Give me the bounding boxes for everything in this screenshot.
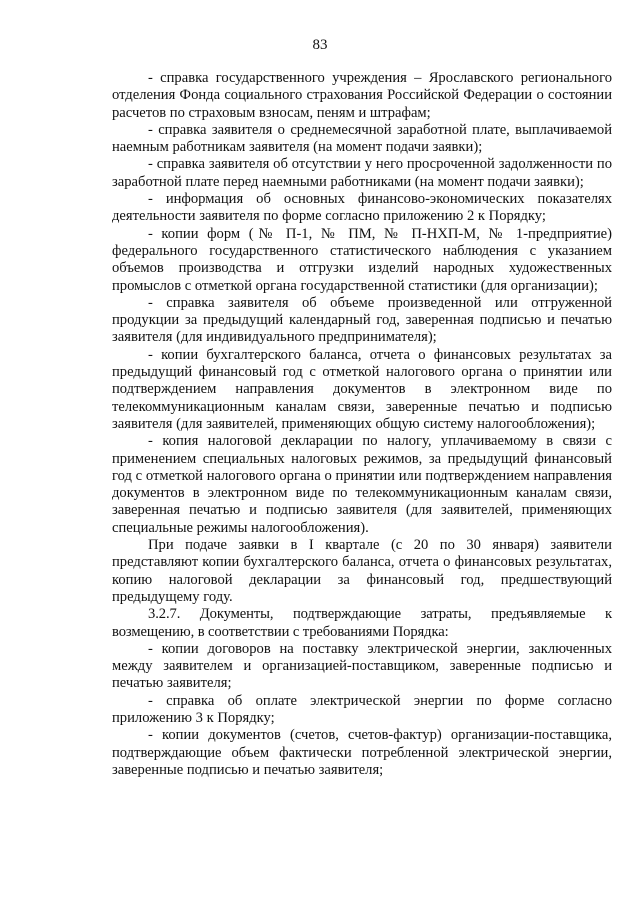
paragraph-supplier-invoices: - копии документов (счетов, счетов-фактур) организации-поставщика, подтверждающие объем фактически потребленной электрической энергии, заверенные подписью и печатью заявителя; (112, 727, 612, 778)
paragraph-average-salary-certificate: - справка заявителя о среднемесячной заработной плате, выплачиваемой наемным работникам заявителя (на момент подачи заявки); (112, 121, 612, 156)
paragraph-tax-declaration-copy: - копия налоговой декларации по налогу, уплачиваемому в связи с применением специальных налоговых режимов, за предыдущий финансовый год с отметкой налогового органа о принятии или подтверждением направления документов в электронном виде по телекоммуникационным каналам связи, заверенная печатью и подписью заявителя (для заявителей, применяющих специальные режимы налогообложения). (112, 433, 612, 536)
paragraph-no-wage-arrears-certificate: - справка заявителя об отсутствии у него просроченной задолженности по заработной плате перед наемными работниками (на момент подачи заявки); (112, 156, 612, 190)
paragraph-section-3-2-7: 3.2.7. Документы, подтверждающие затраты, предъявляемые к возмещению, в соответствии с требованиями Порядка: (112, 606, 612, 640)
paragraph-statistical-forms-copies: - копии форм (№ П-1, № ПМ, № П-НХП-М, № 1-предприятие) федерального государственного статистического наблюдения с указанием объемов производства и отгрузки изделий народных художественных промыслов с отметкой органа государственной статистики (для организации); (112, 225, 612, 294)
paragraph-electricity-payment-certificate: - справка об оплате электрической энергии по форме согласно приложению 3 к Порядку; (112, 692, 612, 726)
paragraph-fss-certificate: - справка государственного учреждения – Ярославского регионального отделения Фонда социального страхования Российской Федерации о состоянии расчетов по страховым взносам, пеням и штрафам; (112, 70, 612, 121)
document-body (112, 70, 612, 779)
paragraph-electricity-contracts: - копии договоров на поставку электрической энергии, заключенных между заявителем и организацией-поставщиком, заверенные подписью и печатью заявителя; (112, 640, 612, 692)
paragraph-production-volume-certificate: - справка заявителя об объеме произведенной или отгруженной продукции за предыдущий календарный год, заверенная подписью и печатью заявителя (для индивидуального предпринимателя); (112, 294, 612, 346)
paragraph-financial-indicators-info: - информация об основных финансово-экономических показателях деятельности заявителя по форме согласно приложению 2 к Порядку; (112, 191, 612, 225)
page-number: 83 (312, 37, 328, 53)
paragraph-first-quarter-submission: При подаче заявки в I квартале (с 20 по 30 января) заявители представляют копии бухгалтерского баланса, отчета о финансовых результатах, копию налоговой декларации за финансовый год, предшествующий предыдущему году. (112, 537, 612, 605)
paragraph-balance-sheet-copies: - копии бухгалтерского баланса, отчета о финансовых результатах за предыдущий финансовый год с отметкой налогового органа о принятии или подтверждением направления документов в электронном виде по телекоммуникационным каналам связи, заверенные печатью и подписью заявителя (для заявителей, применяющих общую систему налогообложения); (112, 346, 612, 432)
